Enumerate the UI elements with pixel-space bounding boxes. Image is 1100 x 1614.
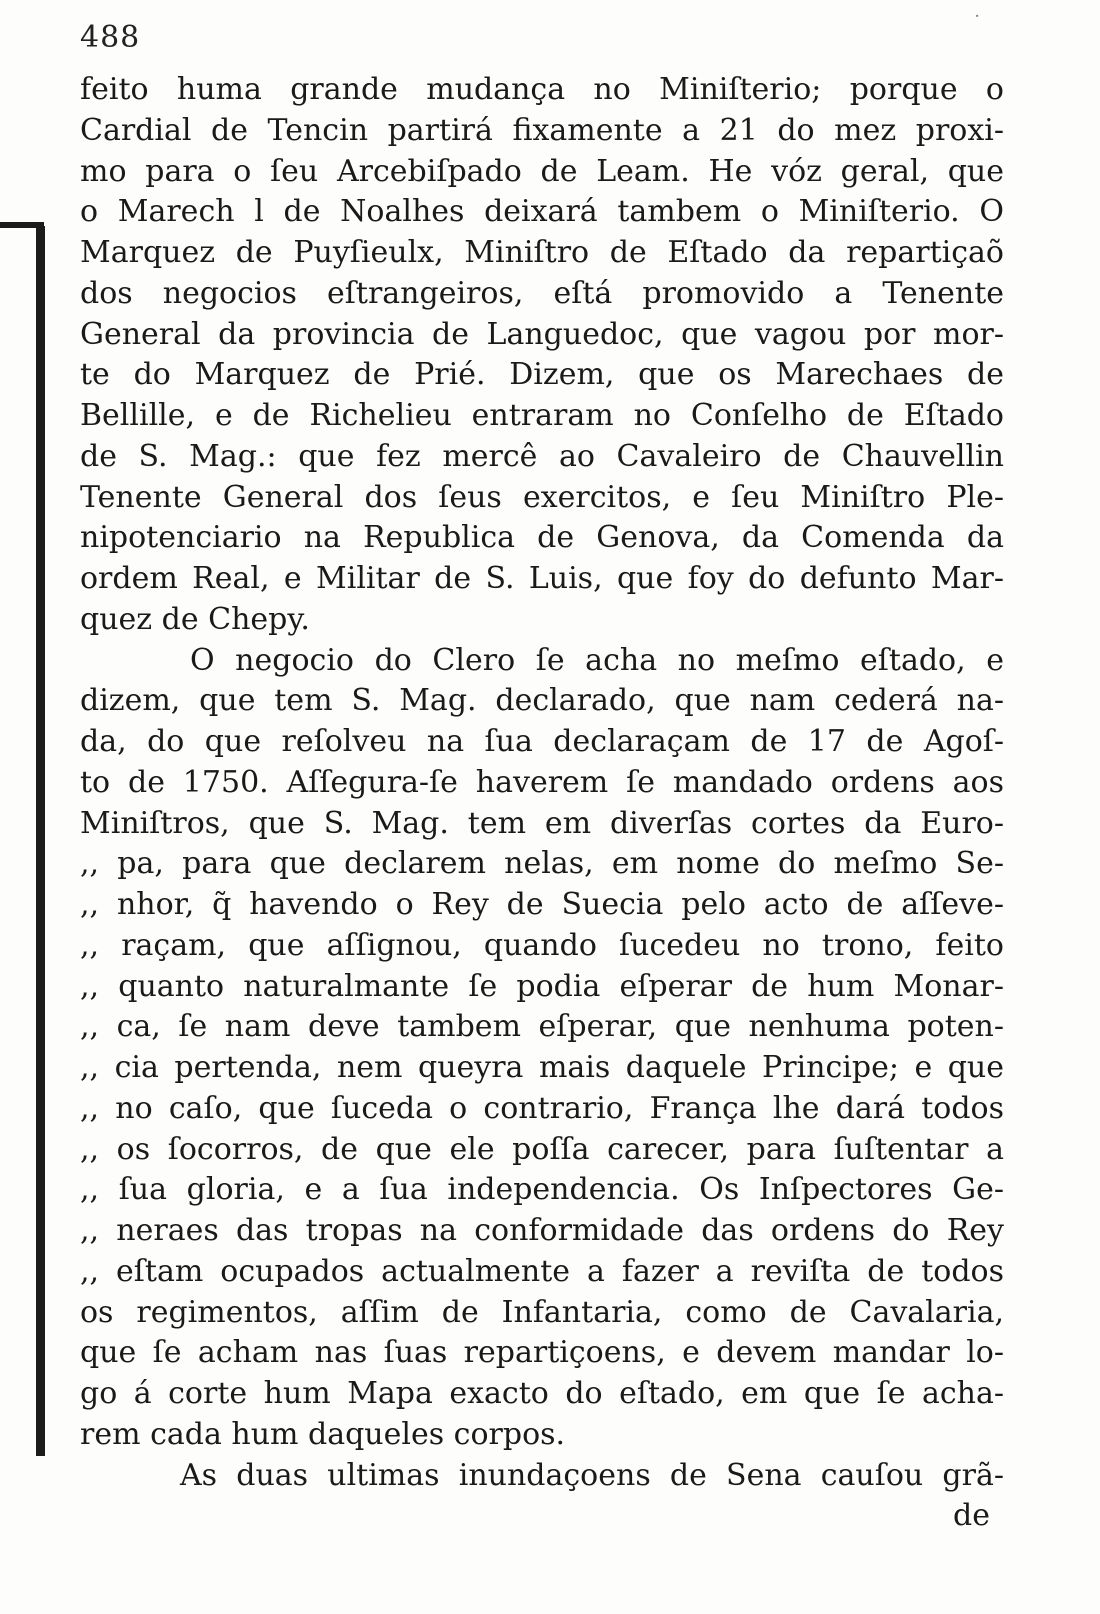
text-line: Marquez de Puyſieulx, Miniſtro de Eſtado da repartiçaõ bbox=[80, 235, 1004, 270]
text-line: dos negocios eſtrangeiros, eſtá promovido a Tenente bbox=[80, 275, 1004, 311]
text-line: te do Marquez de Prié. Dizem, que os Marechaes de bbox=[80, 357, 1004, 393]
text-line: ordem Real, e Militar de S. Luis, que foy do defunto Mar- bbox=[80, 561, 1004, 596]
text-line-quoted: ,, ca, ſe nam deve tambem eſperar, que nenhuma poten- bbox=[80, 1009, 1004, 1045]
text-line: dizem, que tem S. Mag. declarado, que nam cederá na- bbox=[80, 683, 1004, 719]
text-line: mo para o ſeu Arcebiſpado de Leam. He vóz geral, que bbox=[80, 153, 1004, 189]
catchword: de bbox=[953, 1498, 990, 1534]
text-line-paragraph-start: As duas ultimas inundaçoens de Sena cauſou grã- bbox=[180, 1457, 1004, 1493]
text-line: os regimentos, aſſim de Infantaria, como de Cavalaria, bbox=[80, 1294, 1004, 1330]
text-line-paragraph-start: O negocio do Clero ſe acha no meſmo eſtado, e bbox=[190, 642, 1004, 678]
binding-edge-shadow bbox=[36, 226, 45, 1456]
text-line-quoted: ,, raçam, que aſſignou, quando ſucedeu no trono, feito bbox=[80, 927, 1004, 963]
text-line-paragraph-end: quez de Chepy. bbox=[80, 601, 310, 637]
text-line: Bellille, e de Richelieu entraram no Conſelho de Eſtado bbox=[80, 398, 1004, 433]
text-line-quoted: ,, nhor, q̃ havendo o Rey de Suecia pelo acto de aſſeve- bbox=[80, 887, 1004, 922]
text-line-paragraph-end: rem cada hum daqueles corpos. bbox=[80, 1416, 566, 1452]
text-line: go á corte hum Mapa exacto do eſtado, em que ſe acha- bbox=[80, 1376, 1004, 1411]
corner-speck: · bbox=[974, 6, 980, 27]
text-line: o Marech l de Noalhes deixará tambem o Miniſterio. O bbox=[80, 194, 1004, 230]
text-line-quoted: ,, os ſocorros, de que ele poſſa carecer, para ſuſtentar a bbox=[80, 1131, 1004, 1167]
text-line: feito huma grande mudança no Miniſterio; porque o bbox=[80, 72, 1004, 107]
body-text bbox=[80, 70, 1004, 1537]
text-line-quoted: ,, eſtam ocupados actualmente a fazer a reviſta de todos bbox=[80, 1253, 1004, 1289]
text-line: Tenente General dos ſeus exercitos, e ſeu Miniſtro Ple- bbox=[80, 479, 1004, 515]
page-number: 488 bbox=[80, 20, 141, 55]
text-line-quoted: ,, pa, para que declarem nelas, em nome do meſmo Se- bbox=[80, 846, 1004, 882]
text-line: da, do que reſolveu na ſua declaraçam de 17 de Agoſ- bbox=[80, 724, 1004, 759]
text-line-quoted: ,, cia pertenda, nem queyra mais daquele Principe; e que bbox=[80, 1050, 1004, 1085]
text-line: to de 1750. Aſſegura-ſe haverem ſe mandado ordens aos bbox=[80, 764, 1004, 800]
text-line-quoted: ,, no caſo, que ſuceda o contrario, França lhe dará todos bbox=[80, 1090, 1004, 1126]
text-line: Cardial de Tencin partirá fixamente a 21 do mez proxi- bbox=[80, 112, 1004, 148]
text-line: General da provincia de Languedoc, que vagou por mor- bbox=[80, 316, 1004, 352]
text-line: que ſe acham nas ſuas repartiçoens, e devem mandar lo- bbox=[80, 1335, 1004, 1371]
text-line-quoted: ,, neraes das tropas na conformidade das ordens do Rey bbox=[80, 1213, 1004, 1248]
text-line: Miniſtros, que S. Mag. tem em diverſas cortes da Euro- bbox=[80, 805, 1004, 841]
text-line: de S. Mag.: que fez mercê ao Cavaleiro de Chauvellin bbox=[80, 438, 1004, 474]
text-line-quoted: ,, ſua gloria, e a ſua independencia. Os Inſpectores Ge- bbox=[80, 1172, 1004, 1208]
text-line-quoted: ,, quanto naturalmante ſe podia eſperar de hum Monar- bbox=[80, 968, 1004, 1004]
text-line: nipotenciario na Republica de Genova, da Comenda da bbox=[80, 520, 1004, 556]
